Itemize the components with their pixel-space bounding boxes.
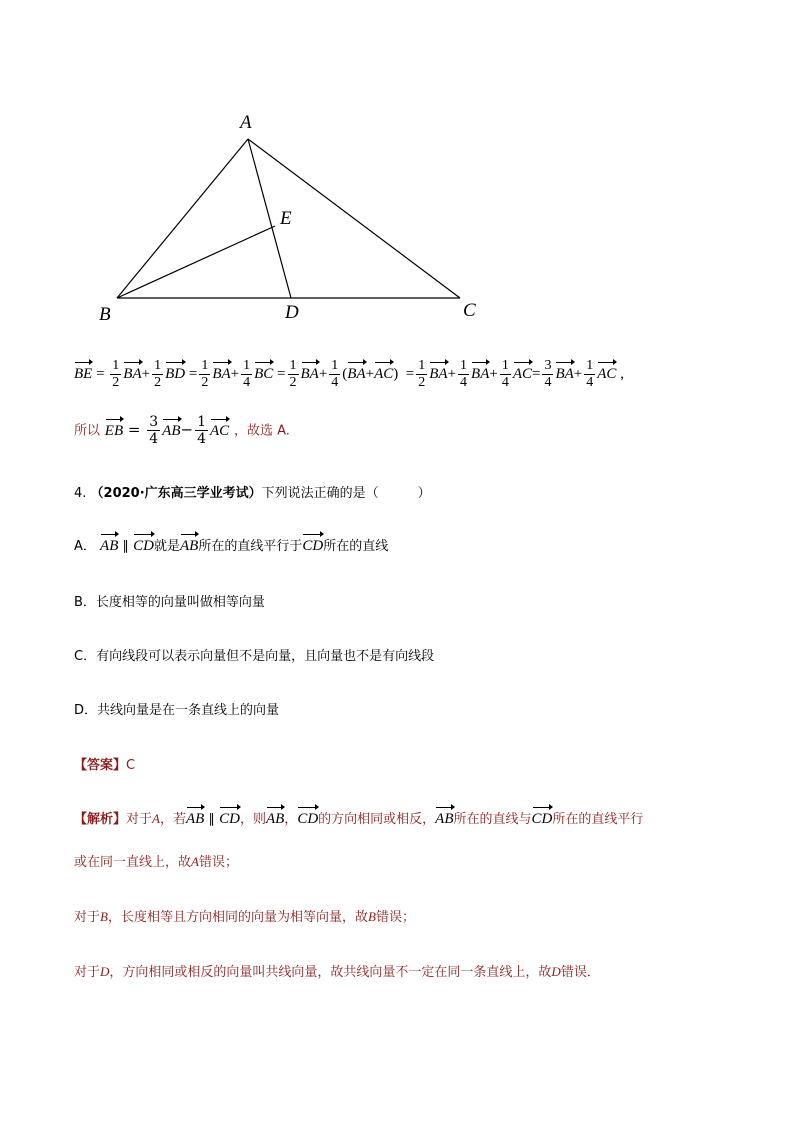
option-C [74,645,434,664]
vec-CD: CD [133,538,154,554]
vec-EB: EB [104,422,124,439]
question-text: 下列说法正确的是（ ） [261,486,431,501]
punct: , [620,365,624,382]
analysis-var: A [152,811,160,826]
option-text: 就是 [154,539,181,554]
fraction: $\frac{1}{4}$ [331,358,339,390]
vec-AB: AB [180,538,199,554]
analysis-text: 或在同一直线上，故 [74,855,192,870]
option-text: 共线向量是在一条直线上的向量 [97,703,280,718]
option-text: 长度相等的向量叫做相等向量 [95,595,265,610]
vec-CD: CD [219,811,240,827]
fraction: $\frac{1}{4}$ [243,358,251,390]
option-label: A． [74,539,96,554]
option-text: 有向线段可以表示向量但不是向量，且向量也不是有向线段 [96,649,435,664]
fraction: $\frac{1}{2}$ [154,358,162,390]
analysis-line-4 [74,961,600,980]
fraction: $\frac{1}{4}$ [501,358,509,390]
derivation-line: BE = $\frac{1}{2}$ BA+ $\frac{1}{2}$ BD = $\frac{1}{2}$ BA+ $\frac{1}{4}$ BC = $\frac{1}{2}$ BA+ $\frac{1}{4}$ (BA+AC) = $\frac{1}{2}$ BA+ $\frac{1}{4}$ BA+ $\frac{1}{4}$ AC= $\frac{3}{4}$ BA+ $\frac{1}{4}$ AC , [74,358,624,390]
analysis-text: 的方向相同或相反， [318,812,436,827]
option-text: 所在的直线 [323,539,389,554]
option-D [74,699,279,718]
vec-term: BA [429,365,448,382]
vec-AB: AB [265,811,285,827]
conclusion-suffix: ，故选 A. [233,423,290,439]
parallel-symbol: ∥ [208,812,215,827]
label-D: D [285,302,299,323]
option-A [74,535,388,555]
vec-term: BA [212,365,231,382]
option-label: B． [74,595,96,610]
conclusion-prefix: 所以 [74,423,101,439]
vec-AB: AB [186,811,205,827]
analysis-text: 错误． [560,965,600,980]
vec-BE: BE [74,365,93,382]
vec-term: BC [254,365,274,382]
label-A: A [240,112,252,133]
analysis-text: ，长度相等且方向相同的向量为相等向量，故 [107,910,368,925]
analysis-var: B [367,909,376,924]
analysis-var: D [100,964,110,979]
fraction: $\frac{3}{4}$ [544,358,552,390]
analysis-var: B [100,909,108,924]
analysis-text: 对于 [74,910,101,925]
vec-CD: CD [297,811,319,827]
analysis-text: ，方向相同或相反的向量叫共线向量，故共线向量不一定在同一条直线上，故 [109,965,552,980]
question-4-stem [74,482,431,501]
question-source: （2020·广东高三学业考试） [90,486,262,501]
analysis-text: 错误； [375,910,415,925]
analysis-text: 所在的直线与 [453,812,532,827]
vec-term: BA [471,365,490,382]
fraction: $\frac{1}{2}$ [201,358,209,390]
fraction: $\frac{1}{4}$ [586,358,594,390]
analysis-line-2 [74,851,238,870]
vec-term: BA [555,365,574,382]
fraction: $\frac{1}{4}$ [197,414,206,447]
answer-line [74,754,135,773]
vec-AB: AB [435,811,454,827]
analysis-text: ，若 [159,812,186,827]
label-E: E [280,208,292,229]
option-label: C． [74,649,97,664]
segment-BE [117,226,275,298]
option-label: D． [74,703,98,718]
conclusion-line: 所以 EB = $\frac{3}{4}$ AB− $\frac{1}{4}$ AC ，故选 A. [74,414,290,447]
option-text: 所在的直线平行于 [198,539,303,554]
analysis-text: 对于 [74,965,101,980]
answer-tag: 【答案】 [74,758,127,773]
vec-AC: AC [210,422,230,439]
vec-term: BA [300,365,319,382]
vec-CD: CD [531,811,553,827]
analysis-text: 对于 [126,812,153,827]
option-B [74,591,265,610]
vec-term: BA [347,365,366,382]
fraction: $\frac{1}{2}$ [289,358,297,390]
analysis-line-3 [74,906,415,925]
label-C: C [463,300,476,321]
analysis-line-1 [74,808,643,828]
vec-AB: AB [162,422,181,439]
analysis-text: ，则 [239,812,266,827]
analysis-tag: 【解析】 [74,812,127,827]
fraction: $\frac{3}{4}$ [149,414,159,447]
analysis-text: 所在的直线平行 [552,812,644,827]
vec-AB: AB [100,538,119,554]
fraction: $\frac{1}{2}$ [418,358,426,390]
vec-term: AC [512,365,532,382]
fraction: $\frac{1}{4}$ [460,358,468,390]
segment-AB [117,139,248,298]
analysis-var: A [191,854,199,869]
fraction: $\frac{1}{2}$ [112,358,120,390]
analysis-text: 错误； [198,855,238,870]
vec-term: BD [165,365,186,382]
parallel-symbol: ∥ [122,539,130,554]
answer-value: C [126,758,136,773]
analysis-text: ， [284,812,298,827]
triangle-figure [0,0,794,340]
vec-CD: CD [302,538,324,554]
vec-term: AC [597,365,617,382]
analysis-var: D [551,964,561,979]
label-B: B [99,304,111,325]
vec-term: BA [123,365,142,382]
question-number: 4. [74,486,87,501]
vec-term: AC [374,365,394,382]
